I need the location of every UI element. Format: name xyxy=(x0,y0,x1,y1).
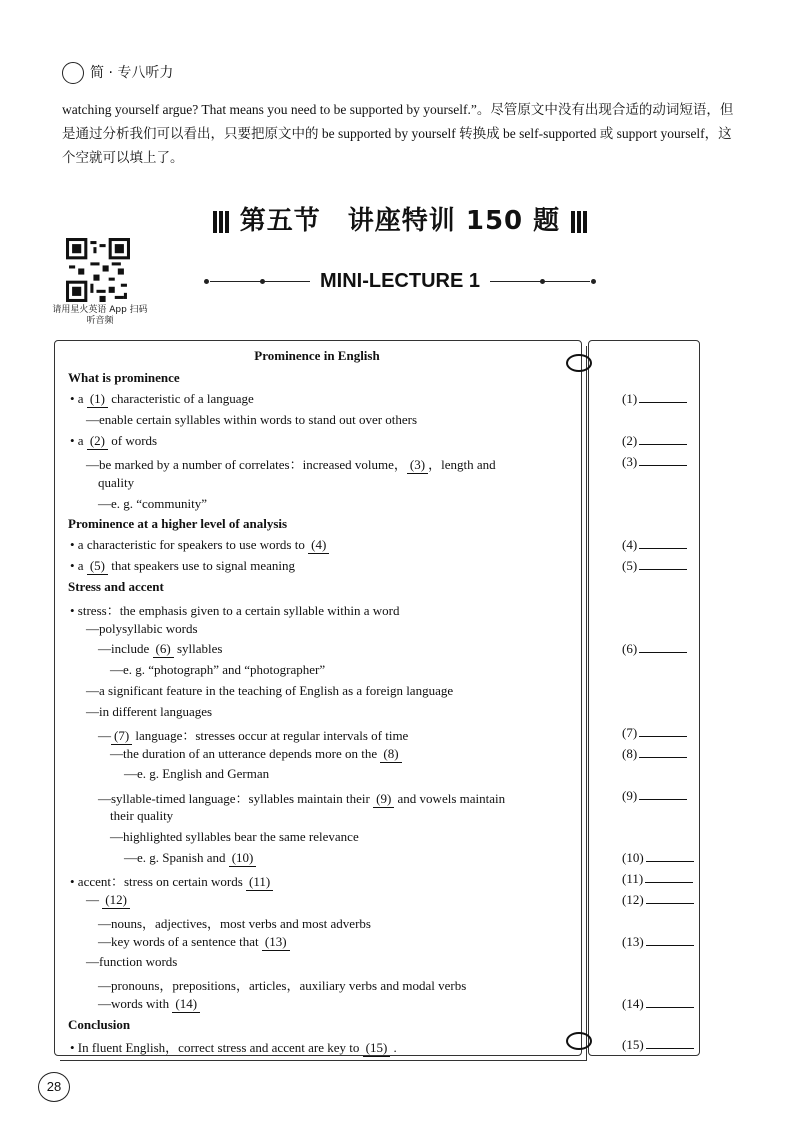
bars-left-icon xyxy=(212,207,230,237)
answer-slot[interactable] xyxy=(622,996,694,1012)
answer-line[interactable] xyxy=(639,757,687,758)
note-text: —syllable-timed language：syllables maintain their xyxy=(98,791,374,806)
note-text: of words xyxy=(108,433,158,448)
note-line-with-blank xyxy=(70,391,254,408)
note-line-with-blank xyxy=(98,788,505,808)
note-line-with-blank xyxy=(70,871,273,891)
answer-line[interactable] xyxy=(639,444,687,445)
note-text: — xyxy=(86,892,103,907)
blank-number: (1) xyxy=(87,391,108,408)
section-title-text: 第五节 讲座特训 150 题 xyxy=(239,206,561,236)
note-line: —function words xyxy=(86,954,178,969)
answer-slot[interactable] xyxy=(622,746,687,762)
note-text: • a xyxy=(70,558,87,573)
note-heading: What is prominence xyxy=(68,370,180,385)
note-text: characteristic of a language xyxy=(108,391,254,406)
note-line-with-blank xyxy=(70,537,329,554)
blank-number: (14) xyxy=(172,996,200,1013)
note-text: • a xyxy=(70,391,87,406)
blank-number: (5) xyxy=(87,558,108,575)
note-text: and vowels maintain xyxy=(394,791,506,806)
note-heading: Prominence at a higher level of analysis xyxy=(68,516,288,531)
note-line-with-blank xyxy=(98,934,290,951)
note-text: syllables xyxy=(173,641,223,656)
note-line-with-blank xyxy=(70,1037,397,1057)
blank-number: (2) xyxy=(87,433,108,450)
answer-line[interactable] xyxy=(645,882,693,883)
notes-title: Prominence in English xyxy=(254,348,380,363)
answer-number: (3) xyxy=(622,454,638,469)
note-line-with-blank xyxy=(70,558,295,575)
answer-line[interactable] xyxy=(639,652,687,653)
answer-line[interactable] xyxy=(639,799,687,800)
note-line-with-blank xyxy=(86,892,130,909)
note-line: quality xyxy=(98,475,135,490)
note-text: —the duration of an utterance depends more on the xyxy=(110,746,381,761)
note-text: —words with xyxy=(98,996,173,1011)
note-line: —pronouns，prepositions，articles，auxiliary verbs and modal verbs xyxy=(98,978,467,993)
intro-paragraph: watching yourself argue? That means you need to be supported by yourself.”。尽管原文中没有出现合适的动词短语，但是通过分析我们可以看出，只要把原文中的 be supported by yourself 转换成 be self-supported 或 support yourself，这个空就可以填上了。 xyxy=(62,102,734,165)
answer-number: (14) xyxy=(622,996,644,1011)
blank-number: (6) xyxy=(153,641,174,658)
note-line: —nouns，adjectives，most verbs and most adverbs xyxy=(98,916,371,931)
note-line: —in different languages xyxy=(86,704,213,719)
note-line-with-blank xyxy=(98,996,200,1013)
note-text: —be marked by a number of correlates：increased volume， xyxy=(86,457,407,472)
header-text: 简 · 专八听力 xyxy=(90,65,174,81)
blank-number: (13) xyxy=(262,934,290,951)
note-text: • a xyxy=(70,433,87,448)
answer-slot[interactable] xyxy=(622,641,687,657)
answer-line[interactable] xyxy=(639,402,687,403)
note-heading: Stress and accent xyxy=(68,579,164,594)
note-line-with-blank xyxy=(110,746,402,763)
answer-slot[interactable] xyxy=(622,871,693,887)
answer-slot[interactable] xyxy=(622,1037,694,1053)
note-line: —highlighted syllables bear the same relevance xyxy=(110,829,359,844)
answer-line[interactable] xyxy=(639,465,687,466)
note-text: that speakers use to signal meaning xyxy=(108,558,296,573)
answer-slot[interactable] xyxy=(622,850,694,866)
note-line-with-blank xyxy=(124,850,256,867)
blank-number: (3) xyxy=(407,457,428,474)
note-line: —e. g. English and German xyxy=(124,766,270,781)
answer-slot[interactable] xyxy=(622,537,687,553)
note-line: —a significant feature in the teaching of English as a foreign language xyxy=(86,683,454,698)
note-text: • In fluent English，correct stress and accent are key to xyxy=(70,1040,363,1055)
answer-line[interactable] xyxy=(639,736,687,737)
answer-line[interactable] xyxy=(646,903,694,904)
blank-number: (15) xyxy=(363,1040,391,1057)
answer-number: (5) xyxy=(622,558,638,573)
note-line-with-blank xyxy=(70,433,157,450)
note-line-with-blank xyxy=(98,725,408,745)
answer-number: (7) xyxy=(622,725,638,740)
blank-number: (7) xyxy=(111,728,132,745)
answer-number: (1) xyxy=(622,391,638,406)
answer-slot[interactable] xyxy=(622,433,687,449)
binder-ring-bottom-icon xyxy=(566,1032,592,1050)
blank-number: (8) xyxy=(380,746,401,763)
answer-number: (13) xyxy=(622,934,644,949)
blank-number: (10) xyxy=(229,850,257,867)
answer-slot[interactable] xyxy=(622,934,694,950)
answer-slot[interactable] xyxy=(622,788,687,804)
answer-number: (6) xyxy=(622,641,638,656)
answer-line[interactable] xyxy=(646,861,694,862)
answer-number: (4) xyxy=(622,537,638,552)
note-line-with-blank xyxy=(98,641,222,658)
answer-line[interactable] xyxy=(646,945,694,946)
note-text: ，length and xyxy=(428,457,496,472)
note-text: • a characteristic for speakers to use words to xyxy=(70,537,309,552)
answer-number: (12) xyxy=(622,892,644,907)
blank-number: (11) xyxy=(246,874,273,891)
answer-line[interactable] xyxy=(639,548,687,549)
note-text: . xyxy=(390,1040,397,1055)
answer-line[interactable] xyxy=(639,569,687,570)
running-header xyxy=(62,62,173,84)
answer-slot[interactable] xyxy=(622,892,694,908)
note-line: • stress：the emphasis given to a certain syllable within a word xyxy=(70,603,400,618)
page-number: 28 xyxy=(38,1072,70,1102)
note-line: —e. g. “photograph” and “photographer” xyxy=(110,662,326,677)
heading-rule-left xyxy=(210,281,310,282)
section-title xyxy=(0,200,800,237)
note-line: —e. g. “community” xyxy=(98,496,208,511)
note-line: —enable certain syllables within words to stand out over others xyxy=(86,412,418,427)
answer-number: (9) xyxy=(622,788,638,803)
blank-number: (9) xyxy=(373,791,394,808)
answer-number: (8) xyxy=(622,746,638,761)
note-line-with-blank xyxy=(86,454,496,474)
answer-slot[interactable] xyxy=(622,558,687,574)
bars-right-icon xyxy=(570,207,588,237)
lecture-label: MINI-LECTURE 1 xyxy=(320,270,480,292)
note-line: their quality xyxy=(110,808,174,823)
note-text: —e. g. Spanish and xyxy=(124,850,229,865)
answer-number: (2) xyxy=(622,433,638,448)
note-line: —polysyllabic words xyxy=(86,621,198,636)
note-heading: Conclusion xyxy=(68,1017,131,1032)
answer-number: (10) xyxy=(622,850,644,865)
note-text: • accent：stress on certain words xyxy=(70,874,247,889)
blank-number: (12) xyxy=(102,892,130,909)
book-logo-icon xyxy=(62,62,84,84)
note-text: language：stresses occur at regular intervals of time xyxy=(132,728,409,743)
qr-caption: 请用星火英语 App 扫码听音频 xyxy=(52,305,148,326)
answer-slot[interactable] xyxy=(622,454,687,470)
lecture-heading xyxy=(0,270,800,293)
answer-line[interactable] xyxy=(646,1048,694,1049)
blank-number: (4) xyxy=(308,537,329,554)
answer-slot[interactable] xyxy=(622,725,687,741)
note-text: —include xyxy=(98,641,153,656)
answer-number: (15) xyxy=(622,1037,644,1052)
answer-number: (11) xyxy=(622,871,644,886)
answer-line[interactable] xyxy=(646,1007,694,1008)
note-text: — xyxy=(98,728,111,743)
note-text: —key words of a sentence that xyxy=(98,934,262,949)
heading-rule-right xyxy=(490,281,590,282)
answer-slot[interactable] xyxy=(622,391,687,407)
